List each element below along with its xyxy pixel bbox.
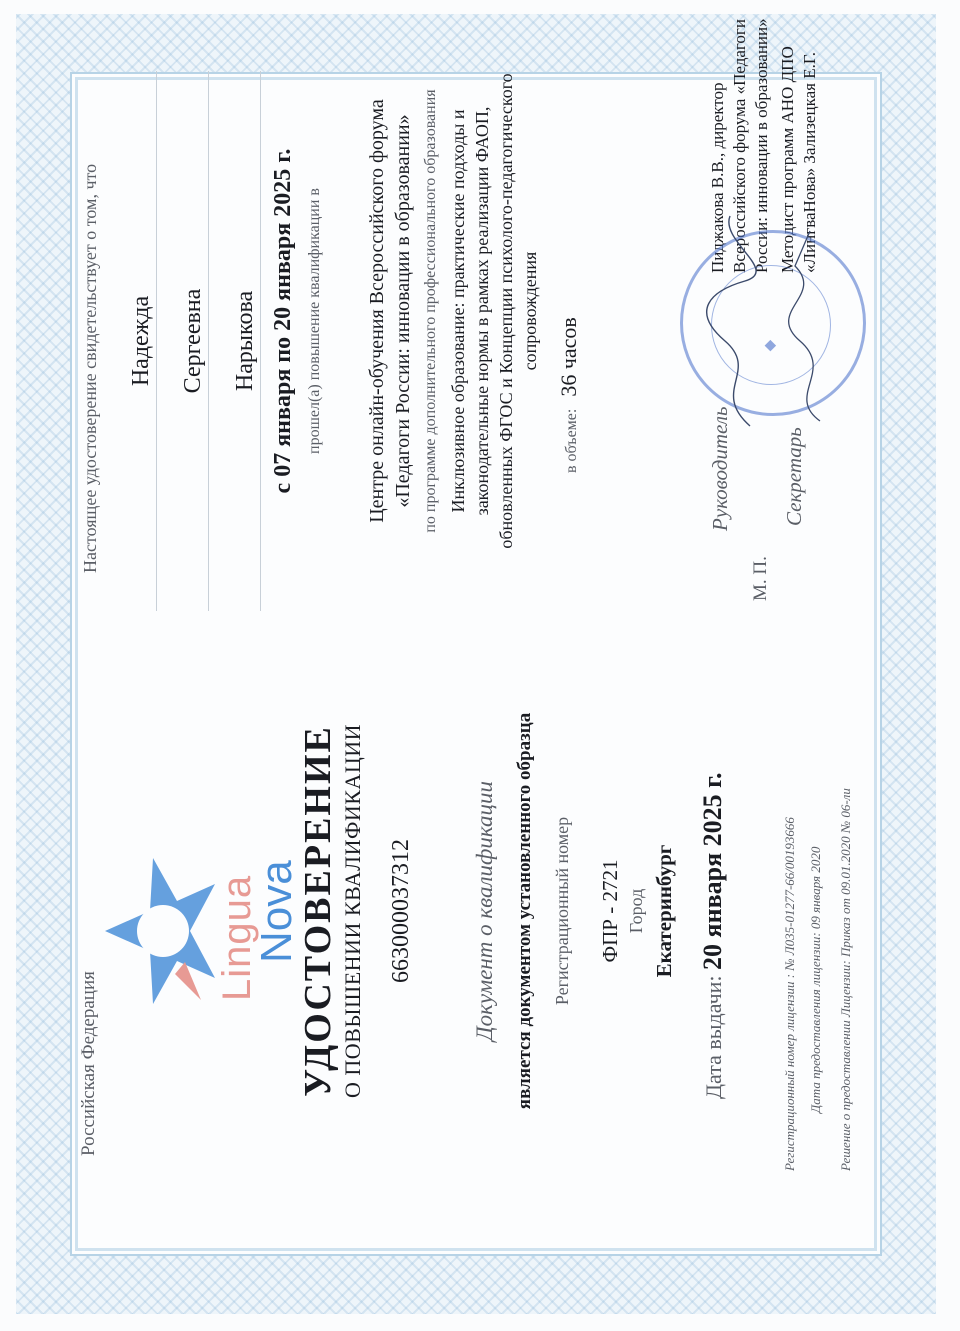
head-signature-icon [700,211,770,431]
logo-word-lingua: Lingua [215,874,259,1001]
seal-label: М. П. [750,556,771,601]
patronymic-underline [208,71,209,611]
head-label: Руководитель [708,406,732,531]
secretary-line-2: «ЛингваНова» Зализецкая Е.Г. [800,52,819,273]
program-line-1: Инклюзивное образование: практические подходы и [448,109,468,513]
volume-label: в объеме: [563,408,580,473]
document-status: является документом установленного образца [514,712,535,1110]
secretary-label: Секретарь [782,427,806,526]
document-type: Документ о квалификации [472,780,497,1042]
first-name-underline [156,71,157,611]
org-line-2: «Педагоги России: инновации в образовании» [392,114,414,508]
license-date: Дата предоставления лицензии: 09 января 2020 [808,846,823,1113]
document-number: 663000037312 [388,839,414,983]
head-name-line-1: Пиджакова В.В., директор [708,82,727,273]
document-title: УДОСТОВЕРЕНИЕ [297,725,339,1097]
registration-number: ФПР - 2721 [598,859,622,963]
issue-date-label: Дата выдачи: [701,975,726,1099]
license-number: Регистрационный номер лицензии : № Л035-01277-66/00193666 [782,817,797,1171]
lingua-nova-logo [105,851,305,1011]
patronymic: Сергеевна [180,288,206,394]
first-name: Надежда [128,295,154,387]
issue-date-value: 20 января 2025 г. [698,772,727,970]
license-decision: Решение о предоставлении Лицензии: Приказ от 09.01.2020 № 06-ли [838,788,853,1171]
volume-value: 36 часов [556,317,581,397]
country-label: Российская Федерация [78,971,99,1156]
issue-date-row [698,772,728,1099]
program-line-4: сопровождения [520,251,540,371]
org-line-1: Центре онлайн-обучения Всероссийского форума [366,99,388,523]
last-name-underline [260,71,261,611]
city-label: Город [626,888,646,934]
logo-word-nova: Nova [252,860,301,963]
registration-label: Регистрационный номер [552,816,572,1006]
intro-text: Настоящее удостоверение свидетельствует о том, что [80,163,100,573]
stamp-center-mark: ◆ [761,340,777,351]
volume-row [556,317,582,473]
program-line-2: законодательные нормы в рамках реализации ФАОП, [472,106,492,516]
head-name-line-2: Всероссийского форума «Педагоги [730,18,749,273]
secretary-signature-icon [780,226,840,426]
program-line-3: обновленных ФГОС и Концепции психолого-педагогического [496,73,516,549]
passed-text: прошел(а) повышение квалификации в [306,188,323,454]
star-logo-icon [105,856,215,1006]
head-name-line-3: России: инновации в образовании» [752,18,771,273]
training-period: с 07 января по 20 января 2025 г. [270,148,296,494]
program-label: по программе дополнительного профессионального образования [422,89,439,533]
document-subtitle: О ПОВЫШЕНИИ КВАЛИФИКАЦИИ [340,724,365,1098]
city-value: Екатеринбург [652,844,676,978]
last-name: Нарыкова [232,290,258,392]
secretary-line-1: Методист программ АНО ДПО [778,46,797,273]
